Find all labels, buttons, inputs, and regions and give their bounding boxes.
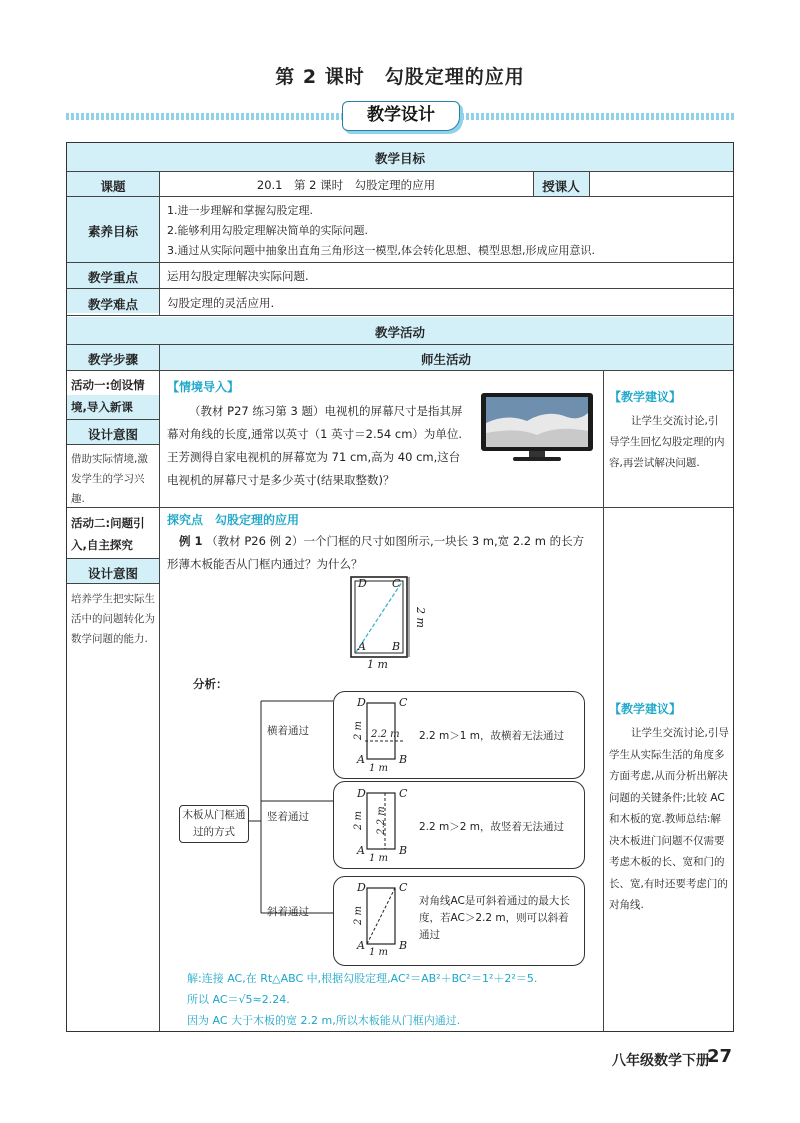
activity2-intent-label: 设计意图 [87, 566, 138, 581]
goals-title: 教学目标 [374, 151, 425, 166]
lesson-title: 第 2 课时 勾股定理的应用 [275, 66, 525, 88]
solution [187, 968, 599, 1031]
activity1-advice-tag: 【教学建议】 [609, 390, 682, 404]
key-label: 教学重点 [87, 270, 138, 285]
branch-vertical: 竖着通过 [267, 811, 309, 823]
fig-label-C: C [392, 577, 401, 590]
solution-line: 解:连接 AC,在 Rt△ABC 中,根据勾股定理,AC²＝AB²＋BC²＝1²＋2²＝5. [187, 972, 538, 985]
literacy-item: 2.能够利用勾股定理解决简单的实际问题. [167, 224, 368, 237]
c3-label-2m: 2 m [353, 905, 365, 926]
c1-label-A: A [357, 753, 365, 766]
activity2-intent-text: 培养学生把实际生活中的问题转化为数学问题的能力. [71, 593, 155, 645]
section-banner: 教学设计 [342, 101, 460, 131]
fig-label-A: A [358, 640, 366, 653]
literacy-item: 3.通过从实际问题中抽象出直角三角形这一模型,体会转化思想、模型思想,形成应用意识. [167, 244, 595, 257]
c1-label-B: B [399, 753, 408, 766]
c3-label-B: B [399, 939, 408, 952]
teacher-label: 授课人 [542, 179, 580, 194]
activity1-title: 活动一:创设情境,导入新课 [71, 378, 145, 414]
activity1-tag: 【情境导入】 [167, 380, 240, 394]
c2-label-22m: 2.2 m [375, 806, 387, 835]
c1-label-2m: 2 m [353, 720, 365, 741]
topic-label: 课题 [100, 179, 126, 194]
activity1-text: （教材 P27 练习第 3 题）电视机的屏幕尺寸是指其屏幕对角线的长度,通常以英寸（1 英寸＝2.54 cm）为单位.王芳测得自家电视机的屏幕宽为 71 cm,高为 40 cm,这台电视机的屏幕尺寸是多少英寸(结果取整数)？ [167, 404, 463, 487]
literacy-list [167, 201, 727, 261]
fig-label-B: B [392, 640, 401, 653]
c2-label-C: C [399, 787, 408, 800]
branch-diagonal: 斜着通过 [267, 906, 309, 918]
activity1-intent-label: 设计意图 [87, 427, 138, 442]
branch-horizontal: 横着通过 [267, 725, 309, 737]
activity2-heading: 探究点 勾股定理的应用 [167, 513, 300, 527]
activity1-intent-text: 借助实际情境,激发学生的学习兴趣. [71, 453, 148, 505]
c2-label-B: B [399, 844, 408, 857]
c2-label-2m: 2 m [353, 810, 365, 831]
difficulty-value: 勾股定理的灵活应用. [167, 296, 275, 310]
example-label: 例 1 [179, 534, 203, 548]
root-box: 木板从门框通过的方式 [179, 805, 249, 843]
fig-label-D: D [358, 577, 367, 590]
c3-label-D: D [357, 881, 366, 894]
example-text: （教材 P26 例 2）一个门框的尺寸如图所示,一块长 3 m,宽 2.2 m 的长方形薄木板能否从门框内通过？为什么？ [167, 534, 585, 571]
literacy-item: 1.进一步理解和掌握勾股定理. [167, 204, 313, 217]
key-value: 运用勾股定理解决实际问题. [167, 269, 309, 283]
result-horizontal: 2.2 m＞1 m，故横着无法通过 [419, 730, 565, 742]
c3-label-1m: 1 m [369, 947, 389, 958]
c1-label-D: D [357, 696, 366, 709]
result-vertical: 2.2 m＞2 m，故竖着无法通过 [419, 821, 565, 833]
activity-header: 师生活动 [420, 352, 471, 367]
topic-value: 20.1 第 2 课时 勾股定理的应用 [256, 178, 436, 192]
activity2-advice-text: 让学生交流讨论,引导学生从实际生活的角度多方面考虑,从而分析出解决问题的关键条件;比较 AC 和木板的宽.教师总结:解决木板进门问题不仅需要考虑木板的长、宽和门的长、宽,有时还要考虑门的对角线. [609, 727, 729, 911]
c2-label-D: D [357, 787, 366, 800]
c3-label-C: C [399, 881, 408, 894]
lesson-table [66, 142, 734, 1032]
c3-label-A: A [357, 939, 365, 952]
activities-title: 教学活动 [374, 325, 425, 340]
fig-label-1m: 1 m [367, 658, 388, 671]
tv-image [477, 391, 597, 467]
page-number: 27 [706, 1046, 732, 1067]
activity1-advice-text: 让学生交流讨论,引导学生回忆勾股定理的内容,再尝试解决问题. [609, 415, 725, 469]
activity2-advice-tag: 【教学建议】 [609, 702, 682, 716]
footer-book-title: 八年级数学下册 [612, 1053, 710, 1069]
c1-label-C: C [399, 696, 408, 709]
c2-label-1m: 1 m [369, 853, 389, 864]
c2-label-A: A [357, 844, 365, 857]
solution-line: 因为 AC 大于木板的宽 2.2 m,所以木板能从门框内通过. [187, 1014, 461, 1027]
result-diagonal: 对角线AC是可斜着通过的最大长度，若AC＞2.2 m，则可以斜着通过 [419, 895, 570, 941]
c1-label-22m: 2.2 m [371, 729, 400, 740]
literacy-label: 素养目标 [87, 224, 138, 239]
steps-header: 教学步骤 [87, 352, 138, 367]
analysis-label: 分析： [193, 677, 228, 691]
difficulty-label: 教学难点 [87, 297, 138, 312]
solution-line: 所以 AC＝√5≈2.24. [187, 993, 290, 1006]
c1-label-1m: 1 m [369, 763, 389, 774]
activity2-title: 活动二:问题引入,自主探究 [71, 516, 145, 552]
fig-label-2m: 2 m [413, 607, 427, 628]
activity2-example [167, 530, 595, 576]
